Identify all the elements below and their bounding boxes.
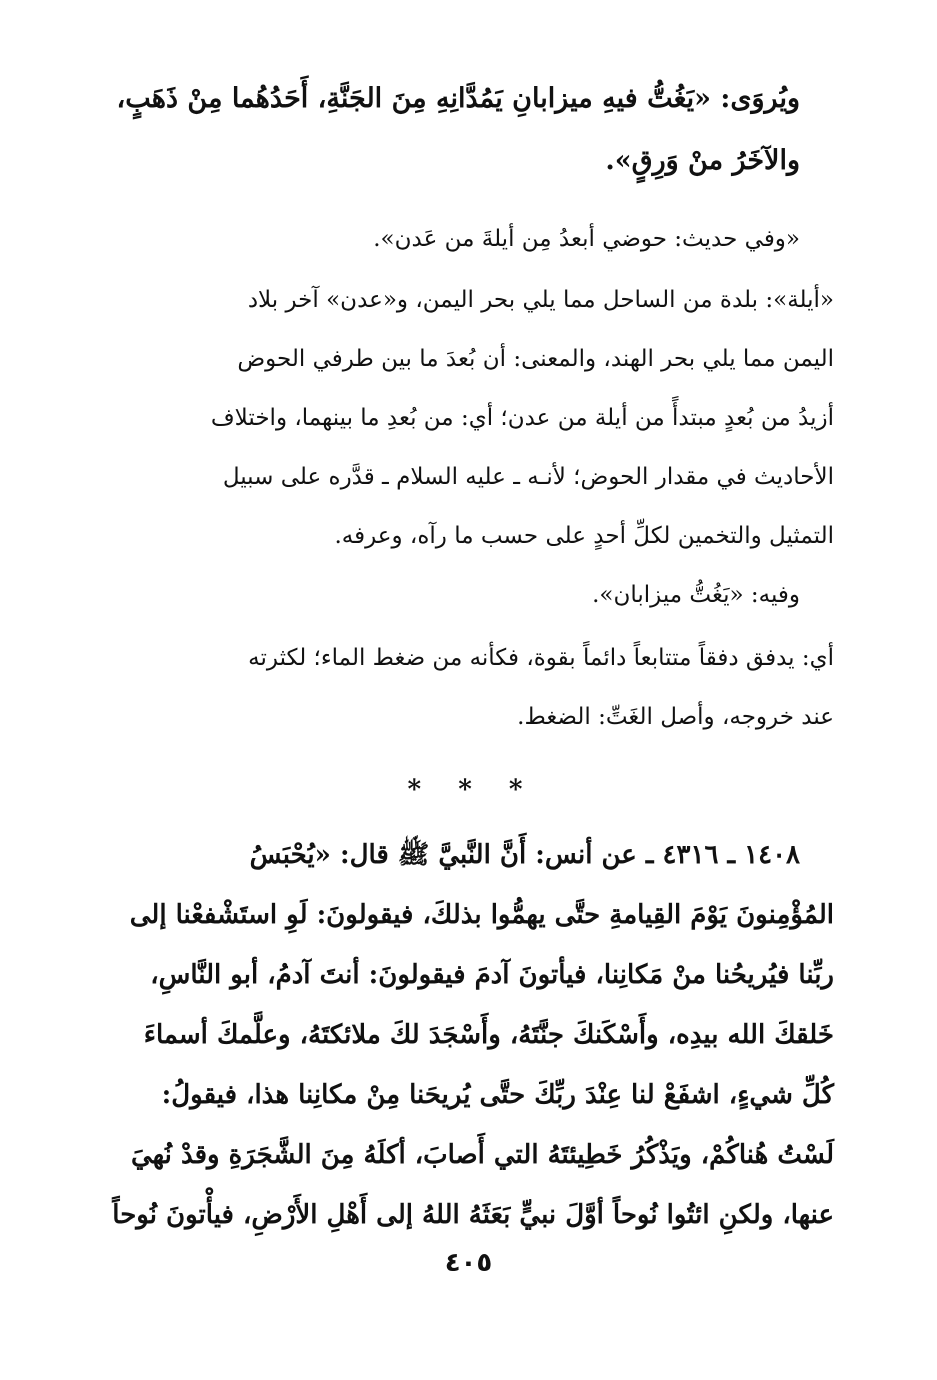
text-line: اليمن مما يلي بحر الهند، والمعنى: أن بُعدَ ما بين طرفي الحوض [237, 346, 834, 372]
text-line: ربِّنا فيُريحُنا منْ مَكانِنا، فيأتونَ آدمَ فيقولونَ: أنتَ آدمُ، أبو النَّاسِ، [150, 960, 834, 990]
text-line: لَسْتُ هُناكُمْ، ويَذْكُرُ خَطِيئتَهُ التي أَصابَ، أكلَهُ مِنَ الشَّجَرَةِ وقدْ نُهيَ [131, 1140, 834, 1170]
text-line: خَلقكَ الله بيدِه، وأَسْكَنكَ جنَّتَهُ، وأَسْجَدَ لكَ ملائكتَهُ، وعلَّمكَ أسماءَ [143, 1020, 834, 1050]
text-line: ويُروَى: «يَغُتُّ فيهِ ميزابانِ يَمُدَّانِهِ مِنَ الجَنَّةِ، أَحَدُهُما مِنْ ذَهَبٍ، [116, 83, 800, 114]
page-body [110, 68, 834, 1245]
hadith-paragraph [110, 825, 834, 1245]
text-line: وفيه: «يَغُتُّ ميزابان». [592, 582, 800, 608]
text-line: والآخَرُ منْ وَرِقٍ». [605, 145, 800, 176]
text-line: كُلِّ شيءٍ، اشفَعْ لنا عِنْدَ ربِّكَ حتَّى يُريحَنا مِنْ مكانِنا هذا، فيقولُ: [161, 1080, 834, 1110]
text-line: ١٤٠٨ ـ ٤٣١٦ ـ عن أنس: أَنَّ النَّبيَّ ﷺ قال: «يُحْبَسُ [249, 840, 800, 870]
paragraph-1 [110, 68, 834, 192]
paragraph-5 [110, 629, 834, 747]
text-line: «أيلة»: بلدة من الساحل مما يلي بحر اليمن، و«عدن» آخر بلاد [247, 287, 834, 313]
text-line: عنها، ولكنِ ائتُوا نُوحاً أوَّلَ نبيٍّ بَعَثَهُ اللهُ إلى أَهْلِ الأَرْضِ، فيأْتونَ نُوحاً [112, 1200, 834, 1230]
section-separator: * * * [407, 775, 537, 805]
text-line: أي: يدفق دفقاً متتابعاً دائماً بقوة، فكأنه من ضغط الماء؛ لكثرته [248, 645, 834, 671]
page-number: ٤٠٥ [444, 1248, 493, 1278]
text-line: «وفي حديث: حوضي أبعدُ مِن أيلةَ من عَدن». [373, 226, 800, 252]
text-line: أزيدُ من بُعدٍ مبتدأً من أيلة من عدن؛ أي: من بُعدِ ما بينهما، واختلاف [210, 405, 834, 431]
text-line: المُؤْمِنونَ يَوْمَ القِيامةِ حتَّى يهمُّوا بذلكَ، فيقولونَ: لَوِ استَشْفعْنا إلى [129, 900, 834, 930]
text-line: عند خروجه، وأصل الغَتِّ: الضغط. [517, 704, 834, 730]
paragraph-4 [110, 566, 834, 625]
paragraph-3 [110, 271, 834, 566]
text-line: الأحاديث في مقدار الحوض؛ لأنـه ـ عليه السلام ـ قدَّره على سبيل [222, 464, 834, 490]
paragraph-2 [110, 210, 834, 269]
text-line: التمثيل والتخمين لكلِّ أحدٍ على حسب ما رآه، وعرفه. [334, 523, 834, 549]
